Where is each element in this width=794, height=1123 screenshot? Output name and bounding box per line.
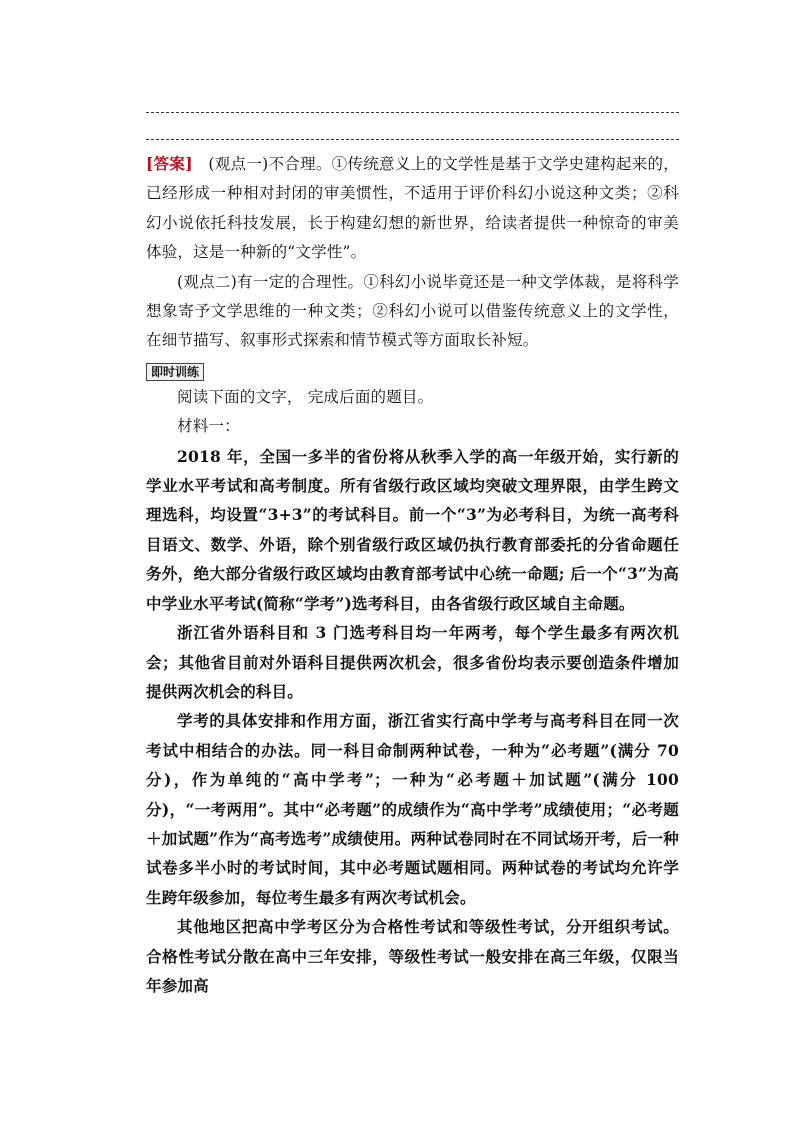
answer-label: [答案] [146, 154, 193, 173]
blank-answer-line-1 [146, 112, 679, 113]
answer-view2-text: (观点二)有一定的合理性。①科幻小说毕竟还是一种文学体裁，是将科学想象寄予文学思维的一种文类；②科幻小说可以借鉴传统意义上的文学性，在细节描写、叙事形式探索和情节模式等方面取长补短。 [146, 272, 679, 350]
practice-section-header [146, 361, 679, 383]
material-paragraph: 其他地区把高中学考区分为合格性考试和等级性考试，分开组织考试。合格性考试分散在高中三年安排，等级性考试一般安排在高三年级，仅限当年参加高 [146, 917, 679, 995]
content-body [146, 149, 679, 1000]
material-paragraph: 浙江省外语科目和 3 门选考科目均一年两考，每个学生最多有两次机会；其他省目前对外语科目提供两次机会，很多省份均表示要创造条件增加提供两次机会的科目。 [146, 623, 679, 701]
practice-instruction: 阅读下面的文字， 完成后面的题目。 [177, 387, 434, 406]
practice-section-label: 即时训练 [146, 363, 204, 381]
blank-answer-line-2 [146, 139, 679, 140]
answer-paragraph-view2 [146, 268, 679, 356]
answer-view1-text: (观点一)不合理。①传统意义上的文学性是基于文学史建构起来的，已经形成一种相对封闭的审美惯性，不适用于评价科幻小说这种文类；②科幻小说依托科技发展，长于构建幻想的新世界，给读者提供一种惊奇的审美体验，这是一种新的“文学性”。 [146, 155, 680, 262]
material-paragraph: 2018 年，全国一多半的省份将从秋季入学的高一年级开始，实行新的学业水平考试和高考制度。所有省级行政区域均突破文理界限，由学生跨文理选科，均设置“3+3”的考试科目。前一个“3”为必考科目，为统一高考科目语文、数学、外语，除个别省级行政区域仍执行教育部委托的分省命题任务外，绝大部分省级行政区域均由教育部考试中心统一命题; 后一个“3”为高中学业水平考试(简称“学考”)选考科目，由各省级行政区域自主命题。 [146, 446, 679, 613]
material-paragraph: 学考的具体安排和作用方面，浙江省实行高中学考与高考科目在同一次考试中相结合的办法。同一科目命制两种试卷，一种为“必考题”(满分 70 分)，作为单纯的“高中学考”；一种为“必考题＋加试题”(满分 100 分)，“一考两用”。其中“必考题”的成绩作为“高中学考”成绩使用；“必考题＋加试题”作为“高考选考”成绩使用。两种试卷同时在不同试场开考，后一种试卷多半小时的考试时间，其中必考题试题相同。两种试卷的考试均允许学生跨年级参加，每位考生最多有两次考试机会。 [146, 711, 679, 907]
answer-paragraph-view1 [146, 149, 679, 268]
material-label: 材料一： [177, 417, 240, 436]
